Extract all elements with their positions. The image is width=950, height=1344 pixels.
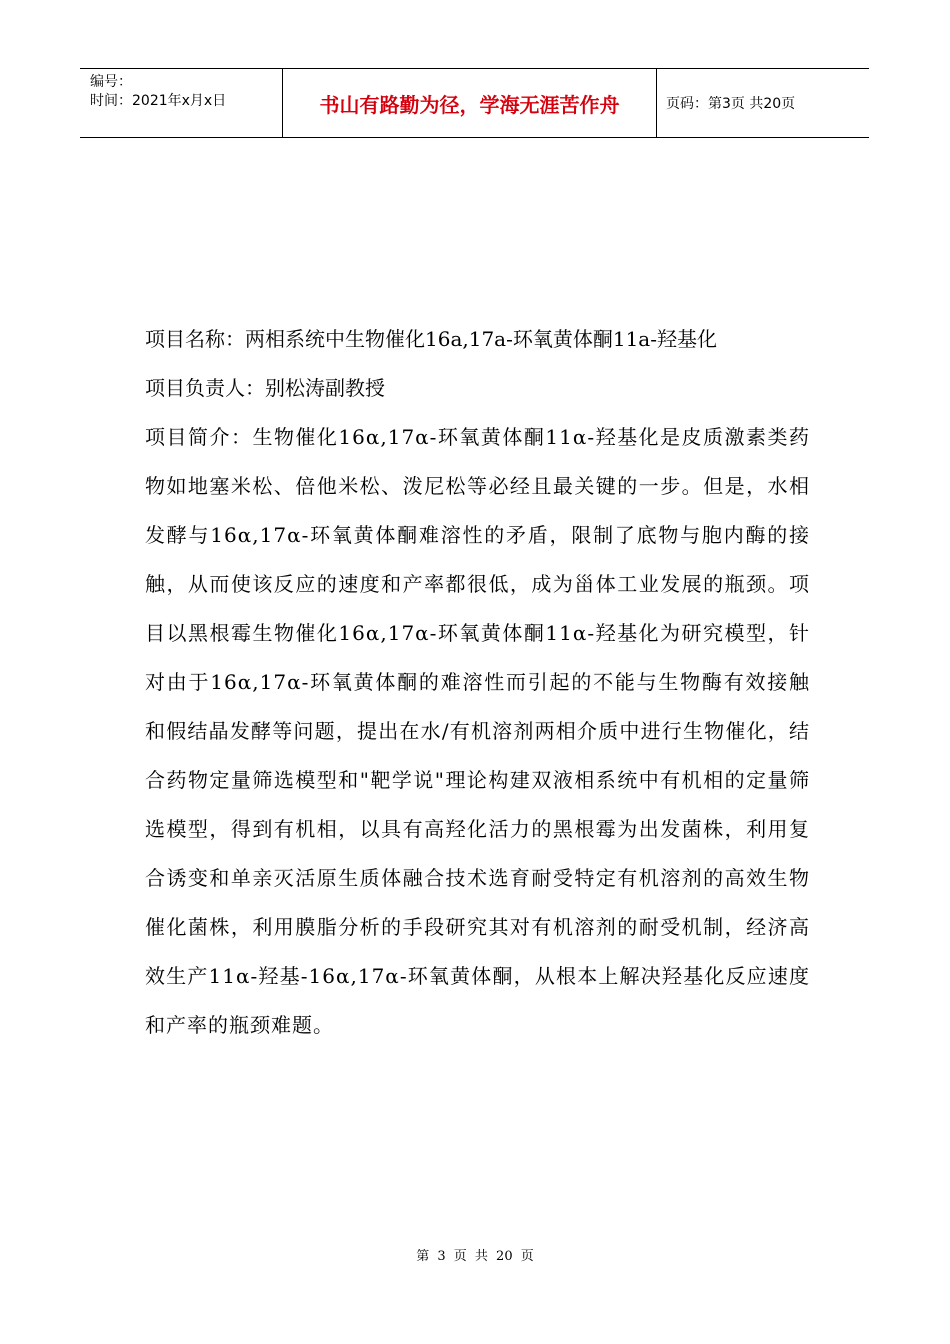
header-page-info [657, 69, 869, 137]
project-name: 项目名称：两相系统中生物催化16a,17a-环氧黄体酮11a-羟基化 [145, 327, 717, 351]
page-info-text: 页码：第3页 共20页 [666, 96, 796, 112]
document-body [145, 315, 810, 1050]
page-footer: 第 3 页 共 20 页 [416, 1249, 534, 1264]
number-label: 编号： [90, 74, 132, 90]
time-label: 时间：2021年x月x日 [90, 93, 227, 109]
project-leader: 项目负责人：别松涛副教授 [145, 376, 385, 400]
motto-text: 书山有路勤为径，学海无涯苦作舟 [319, 92, 620, 117]
document-header [80, 68, 869, 138]
header-meta [80, 69, 283, 137]
header-motto-cell [283, 69, 657, 137]
project-summary: 项目简介：生物催化16α,17α-环氧黄体酮11α-羟基化是皮质激素类药物如地塞米松、倍他米松、泼尼松等必经且最关键的一步。但是，水相发酵与16α,17α-环氧黄体酮难溶性的矛盾，限制了底物与胞内酶的接触，从而使该反应的速度和产率都很低，成为甾体工业发展的瓶颈。项目以黑根霉生物催化16α,17α-环氧黄体酮11α-羟基化为研究模型，针对由于16α,17α-环氧黄体酮的难溶性而引起的不能与生物酶有效接触和假结晶发酵等问题，提出在水/有机溶剂两相介质中进行生物催化，结合药物定量筛选模型和"靶学说"理论构建双液相系统中有机相的定量筛选模型，得到有机相，以具有高羟化活力的黑根霉为出发菌株，利用复合诱变和单亲灭活原生质体融合技术选育耐受特定有机溶剂的高效生物催化菌株，利用膜脂分析的手段研究其对有机溶剂的耐受机制，经济高效生产11α-羟基-16α,17α-环氧黄体酮，从根本上解决羟基化反应速度和产率的瓶颈难题。 [145, 425, 810, 1037]
